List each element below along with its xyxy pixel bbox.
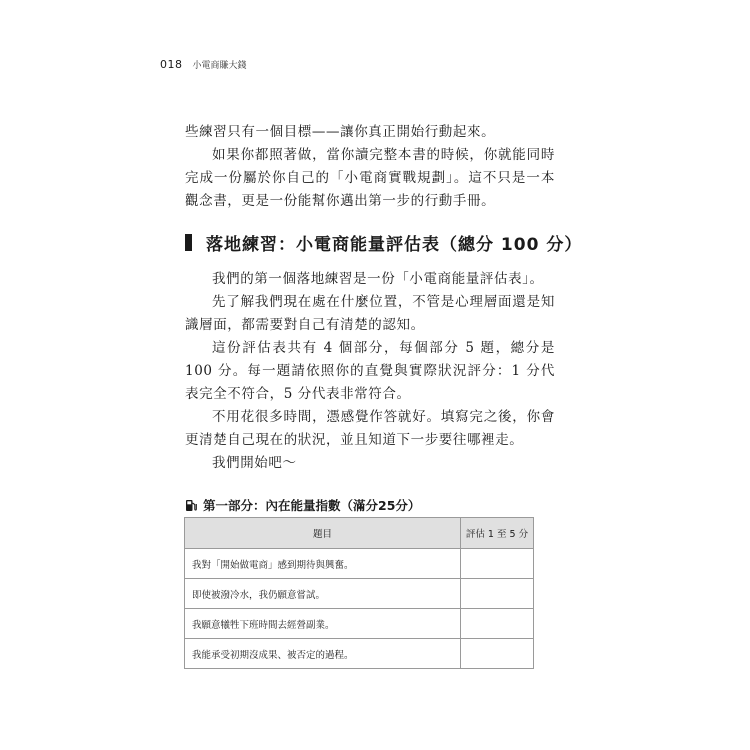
- score-cell[interactable]: [461, 579, 534, 609]
- running-book-title: 小電商賺大錢: [192, 61, 247, 71]
- score-cell[interactable]: [461, 609, 534, 639]
- question-cell: 我能承受初期沒成果、被否定的過程。: [185, 639, 461, 669]
- energy-assessment-table: [184, 517, 534, 669]
- header-question: 題目: [185, 518, 461, 549]
- table-header-row: [185, 518, 534, 549]
- question-cell: 我對「開始做電商」感到期待與興奮。: [185, 549, 461, 579]
- body-paragraph-4: 不用花很多時間，憑感覺作答就好。填寫完之後，你會更清楚自己現在的狀況，並且知道下一步要往哪裡走。: [185, 409, 555, 448]
- page-number: 018: [160, 58, 183, 71]
- score-cell[interactable]: [461, 639, 534, 669]
- intro-paragraph-1: 些練習只有一個目標——讓你真正開始行動起來。: [185, 124, 496, 140]
- body-paragraph-1: 我們的第一個落地練習是一份「小電商能量評估表」。: [212, 271, 544, 287]
- score-cell[interactable]: [461, 549, 534, 579]
- body-paragraph-5: 我們開始吧～: [212, 455, 297, 471]
- table-row: [185, 549, 534, 579]
- question-cell: 我願意犧牲下班時間去經營副業。: [185, 609, 461, 639]
- page-header: [160, 58, 247, 71]
- table-row: [185, 639, 534, 669]
- section-heading: [185, 230, 582, 255]
- header-score: 評估 1 至 5 分: [461, 518, 534, 549]
- section-heading-text: 落地練習：小電商能量評估表（總分 100 分）: [206, 235, 583, 255]
- table-row: [185, 579, 534, 609]
- body-paragraph-2: 先了解我們現在處在什麼位置，不管是心理層面還是知識層面，都需要對自己有清楚的認知。: [185, 294, 555, 333]
- intro-paragraph-2: 如果你都照著做，當你讀完整本書的時候，你就能同時完成一份屬於你自己的「小電商實戰規劃」。這不只是一本觀念書，更是一份能幫你邁出第一步的行動手冊。: [185, 147, 555, 209]
- fuel-pump-icon: [185, 499, 197, 512]
- table-title-text: 第一部分：內在能量指數（滿分25分）: [203, 498, 421, 513]
- question-cell: 即使被潑冷水，我仍願意嘗試。: [185, 579, 461, 609]
- table-title: [185, 496, 420, 514]
- table-row: [185, 609, 534, 639]
- heading-bar-icon: [185, 234, 192, 251]
- body-paragraph-3: 這份評估表共有 4 個部分，每個部分 5 題，總分是 100 分。每一題請依照你的直覺與實際狀況評分：1 分代表完全不符合，5 分代表非常符合。: [185, 340, 555, 402]
